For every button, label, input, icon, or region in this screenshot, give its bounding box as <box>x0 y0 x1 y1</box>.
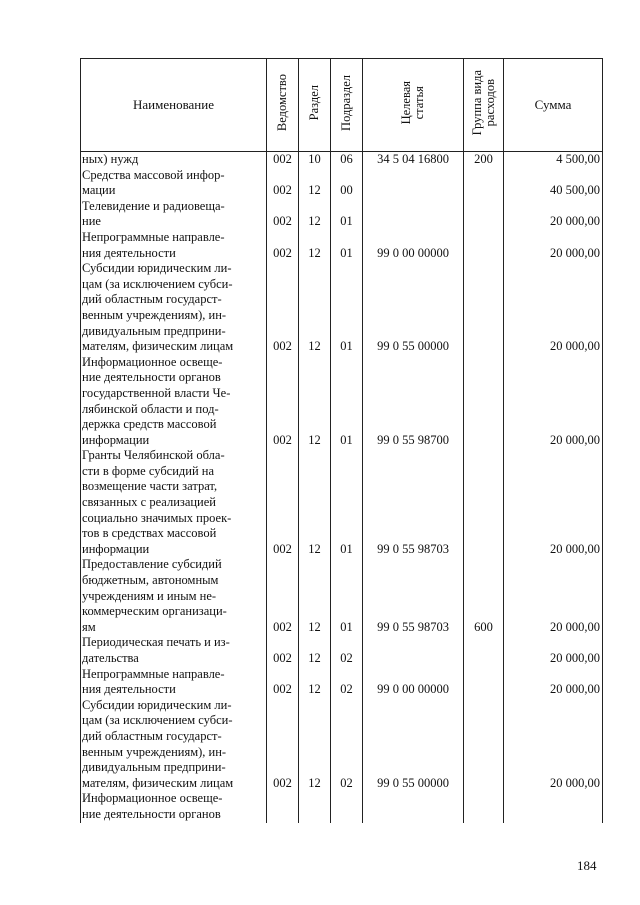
cell-podrazdel: 01 <box>331 199 363 230</box>
cell-celevaya-statya: 99 0 55 98703 <box>363 557 464 635</box>
cell-gruppa <box>464 791 504 822</box>
cell-summa: 20 000,00 <box>504 635 603 666</box>
cell-podrazdel: 01 <box>331 557 363 635</box>
cell-vedomstvo: 002 <box>267 557 299 635</box>
cell-gruppa <box>464 199 504 230</box>
header-gruppa-label: Группа вида расходов <box>469 70 497 136</box>
cell-celevaya-statya <box>363 199 464 230</box>
cell-summa: 20 000,00 <box>504 557 603 635</box>
table-row <box>81 448 603 557</box>
table-row <box>81 355 603 449</box>
cell-name: ных) нужд <box>81 152 267 168</box>
cell-razdel: 12 <box>299 698 331 792</box>
cell-gruppa <box>464 230 504 261</box>
header-razdel <box>299 59 331 152</box>
cell-razdel: 12 <box>299 557 331 635</box>
header-podrazdel-label: Подраздел <box>339 74 353 131</box>
cell-name: Периодическая печать и из- дательства <box>81 635 267 666</box>
cell-celevaya-statya <box>363 168 464 199</box>
cell-gruppa <box>464 698 504 792</box>
cell-vedomstvo: 002 <box>267 698 299 792</box>
cell-gruppa <box>464 448 504 557</box>
header-row <box>81 59 603 152</box>
cell-summa <box>504 791 603 822</box>
cell-celevaya-statya: 99 0 55 00000 <box>363 261 464 355</box>
table-row <box>81 261 603 355</box>
header-summa: Сумма <box>504 59 603 152</box>
cell-summa: 40 500,00 <box>504 168 603 199</box>
header-celevaya-statya <box>363 59 464 152</box>
cell-name: Информационное освеще- ние деятельности органов <box>81 791 267 822</box>
cell-summa: 20 000,00 <box>504 199 603 230</box>
cell-summa: 20 000,00 <box>504 230 603 261</box>
header-vedomstvo-label: Ведомство <box>275 74 289 132</box>
header-vedomstvo <box>267 59 299 152</box>
cell-podrazdel: 01 <box>331 261 363 355</box>
cell-celevaya-statya: 99 0 55 00000 <box>363 698 464 792</box>
table-row <box>81 168 603 199</box>
header-podrazdel <box>331 59 363 152</box>
cell-name: Непрограммные направле- ния деятельности <box>81 230 267 261</box>
cell-celevaya-statya: 99 0 00 00000 <box>363 667 464 698</box>
table-row <box>81 698 603 792</box>
table-row <box>81 152 603 168</box>
cell-gruppa <box>464 261 504 355</box>
cell-razdel: 12 <box>299 448 331 557</box>
table-row <box>81 199 603 230</box>
cell-vedomstvo: 002 <box>267 355 299 449</box>
cell-podrazdel: 02 <box>331 635 363 666</box>
page-number: 184 <box>577 858 597 873</box>
budget-table <box>80 58 603 823</box>
cell-celevaya-statya <box>363 791 464 822</box>
cell-vedomstvo: 002 <box>267 230 299 261</box>
table-row <box>81 667 603 698</box>
cell-razdel: 12 <box>299 261 331 355</box>
cell-name: Предоставление субсидий бюджетным, автономным учреждениям и иным не- коммерческим организаци- ям <box>81 557 267 635</box>
cell-razdel: 12 <box>299 355 331 449</box>
cell-vedomstvo: 002 <box>267 448 299 557</box>
cell-name: Информационное освеще- ние деятельности органов государственной власти Че- лябинской области и под- держка средств массовой информации <box>81 355 267 449</box>
table-header <box>81 59 603 152</box>
cell-summa: 20 000,00 <box>504 448 603 557</box>
header-razdel-label: Раздел <box>307 85 321 121</box>
cell-razdel: 12 <box>299 168 331 199</box>
cell-vedomstvo: 002 <box>267 152 299 168</box>
cell-gruppa: 200 <box>464 152 504 168</box>
cell-vedomstvo: 002 <box>267 261 299 355</box>
cell-name: Субсидии юридическим ли- цам (за исключением субси- дий областным государст- венным учреждениям), ин- дивидуальным предприни- мателям, физическим лицам <box>81 698 267 792</box>
cell-podrazdel: 00 <box>331 168 363 199</box>
cell-podrazdel: 02 <box>331 667 363 698</box>
cell-name: Телевидение и радиовеща- ние <box>81 199 267 230</box>
cell-name: Гранты Челябинской обла- сти в форме субсидий на возмещение части затрат, связанных с реализацией социально значимых проек- тов в средствах массовой информации <box>81 448 267 557</box>
cell-gruppa: 600 <box>464 557 504 635</box>
table-row <box>81 791 603 822</box>
cell-name: Средства массовой инфор- мации <box>81 168 267 199</box>
cell-razdel: 10 <box>299 152 331 168</box>
header-gruppa-vida-rashodov <box>464 59 504 152</box>
cell-podrazdel: 02 <box>331 698 363 792</box>
table-row <box>81 230 603 261</box>
cell-vedomstvo: 002 <box>267 667 299 698</box>
cell-razdel: 12 <box>299 635 331 666</box>
cell-razdel <box>299 791 331 822</box>
cell-summa: 20 000,00 <box>504 261 603 355</box>
cell-summa: 20 000,00 <box>504 355 603 449</box>
cell-razdel: 12 <box>299 230 331 261</box>
table-row <box>81 635 603 666</box>
cell-gruppa <box>464 635 504 666</box>
cell-vedomstvo <box>267 791 299 822</box>
cell-gruppa <box>464 168 504 199</box>
cell-podrazdel: 01 <box>331 230 363 261</box>
cell-podrazdel: 06 <box>331 152 363 168</box>
cell-razdel: 12 <box>299 667 331 698</box>
cell-summa: 20 000,00 <box>504 667 603 698</box>
cell-name: Субсидии юридическим ли- цам (за исключением субси- дий областным государст- венным учреждениям), ин- дивидуальным предприни- мателям, физическим лицам <box>81 261 267 355</box>
header-name: Наименование <box>81 59 267 152</box>
cell-summa: 20 000,00 <box>504 698 603 792</box>
cell-podrazdel <box>331 791 363 822</box>
cell-vedomstvo: 002 <box>267 168 299 199</box>
cell-podrazdel: 01 <box>331 355 363 449</box>
table-row <box>81 557 603 635</box>
table-body <box>81 152 603 823</box>
cell-summa: 4 500,00 <box>504 152 603 168</box>
cell-vedomstvo: 002 <box>267 635 299 666</box>
cell-celevaya-statya: 99 0 55 98703 <box>363 448 464 557</box>
cell-podrazdel: 01 <box>331 448 363 557</box>
cell-gruppa <box>464 667 504 698</box>
header-celevaya-statya-label: Целевая статья <box>399 81 426 125</box>
cell-celevaya-statya: 99 0 00 00000 <box>363 230 464 261</box>
cell-name: Непрограммные направле- ния деятельности <box>81 667 267 698</box>
cell-celevaya-statya: 34 5 04 16800 <box>363 152 464 168</box>
cell-razdel: 12 <box>299 199 331 230</box>
cell-gruppa <box>464 355 504 449</box>
cell-celevaya-statya: 99 0 55 98700 <box>363 355 464 449</box>
cell-celevaya-statya <box>363 635 464 666</box>
cell-vedomstvo: 002 <box>267 199 299 230</box>
